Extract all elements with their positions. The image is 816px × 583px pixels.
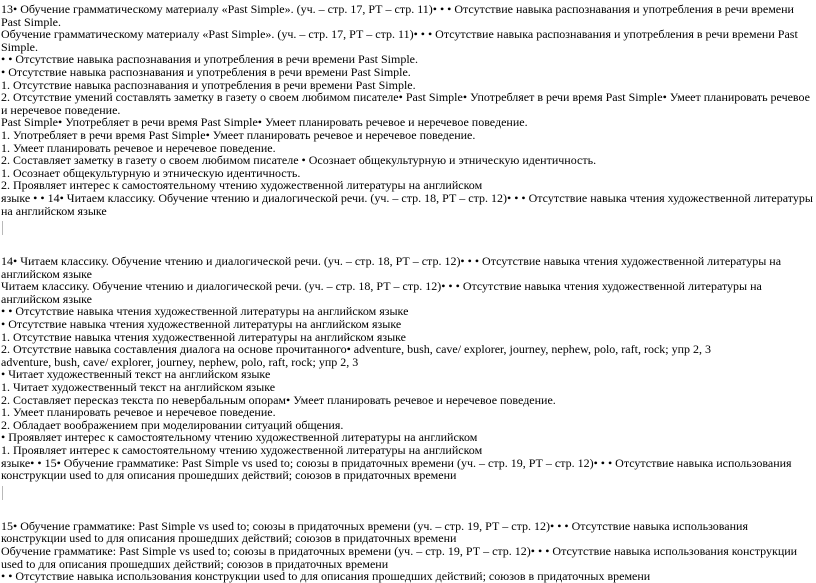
- list-item: 2. Проявляет интерес к самостоятельному чтению художественной литературы на английском: [1, 178, 483, 193]
- text-line: • Читает художественный текст на английском языке: [1, 367, 271, 382]
- text-line: • Отсутствие навыка распознавания и употребления в речи времени Past Simple.: [1, 64, 411, 79]
- text-line: Обучение грамматическому материалу «Past Simple». (уч. – стр. 17, РТ – стр. 11)• • • Отсутствие навыка распознавания и употребления в речи времени Past Simple.: [1, 27, 798, 54]
- text-line: • • Отсутствие навыка использования конструкции used to для описания прошедших действий; союзов в придаточных времени: [1, 569, 651, 583]
- text-line: 15• Обучение грамматике: Past Simple vs used to; союзы в придаточных времени (уч. – стр. 19, РТ – стр. 12)• • • Отсутствие навыка использования конструкции used to для описания прошедших действий; союзов в придаточных времени: [1, 518, 748, 546]
- list-item: 2. Составляет заметку в газету о своем любимом писателе • Осознает общекультурную и этническую идентичность.: [1, 153, 597, 168]
- list-item: 2. Обладает воображением при моделировании ситуаций общения.: [1, 417, 344, 432]
- paragraph-gap: [1, 217, 815, 255]
- text-line: языке• • 15• Обучение грамматике: Past Simple vs used to; союзы в придаточных времени (уч. – стр. 19, РТ – стр. 12)• • • Отсутствие навыка использования конструкции used to для описания прошедших действий; союзов в придаточных времени: [1, 455, 792, 483]
- list-item: 1. Употребляет в речи время Past Simple• Умеет планировать речевое и неречевое поведение.: [1, 127, 476, 142]
- text-line: 13• Обучение грамматическому материалу «Past Simple». (уч. – стр. 17, РТ – стр. 11)• • • Отсутствие навыка распознавания и употребления в речи времени Past Simple.: [1, 2, 794, 29]
- list-item: 2. Составляет пересказ текста по невербальным опорам• Умеет планировать речевое и неречевое поведение.: [1, 392, 556, 407]
- text-line: 14• Читаем классику. Обучение чтению и диалогической речи. (уч. – стр. 18, РТ – стр. 12)• • • Отсутствие навыка чтения художественной литературы на английском языке: [1, 254, 782, 281]
- list-item: 1. Отсутствие навыка чтения художественной литературы на английском языке: [1, 329, 407, 344]
- text-cursor: [2, 221, 3, 235]
- text-line: adventure, bush, cave/ explorer, journey, nephew, polo, raft, rock; упр 2, 3: [1, 354, 359, 369]
- list-item: 1. Умеет планировать речевое и неречевое поведение.: [1, 140, 276, 155]
- text-line: • • Отсутствие навыка чтения художественной литературы на английском языке: [1, 304, 409, 319]
- text-line: • Проявляет интерес к самостоятельному чтению художественной литературы на английском: [1, 430, 478, 445]
- list-item: 1. Читает художественный текст на английском языке: [1, 380, 276, 395]
- list-item: 2. Отсутствие навыка составления диалога на основе прочитанного• adventure, bush, cave/ explorer, journey, nephew, polo, raft, rock; упр 2, 3: [1, 342, 712, 357]
- list-item: 2. Отсутствие умений составлять заметку в газету о своем любимом писателе• Past Simple• Употребляет в речи время Past Simple• Умеет планировать речевое и неречевое поведение.: [1, 90, 810, 117]
- text-line: Обучение грамматике: Past Simple vs used to; союзы в придаточных времени (уч. – стр. 19, РТ – стр. 12)• • • Отсутствие навыка использования конструкции used to для описания прошедших действий; союзов в придаточных времени: [1, 543, 798, 571]
- text-line: Читаем классику. Обучение чтению и диалогической речи. (уч. – стр. 18, РТ – стр. 12)• • • Отсутствие навыка чтения художественной литературы на английском языке: [1, 279, 762, 306]
- text-cursor: [2, 486, 3, 500]
- text-line: • Отсутствие навыка чтения художественной литературы на английском языке: [1, 317, 402, 332]
- text-line: • • Отсутствие навыка распознавания и употребления в речи времени Past Simple.: [1, 52, 419, 67]
- list-item: 1. Осознает общекультурную и этническую идентичность.: [1, 165, 301, 180]
- list-item: 1. Умеет планировать речевое и неречевое поведение.: [1, 405, 276, 420]
- text-line: Past Simple• Употребляет в речи время Past Simple• Умеет планировать речевое и неречевое поведение.: [1, 115, 528, 130]
- text-line: языке • • 14• Читаем классику. Обучение чтению и диалогической речи. (уч. – стр. 18, РТ – стр. 12)• • • Отсутствие навыка чтения художественной литературы на английском языке: [1, 190, 813, 218]
- paragraph-gap: [1, 482, 815, 520]
- list-item: 1. Отсутствие навыка распознавания и употребления в речи времени Past Simple.: [1, 77, 416, 92]
- list-item: 1. Проявляет интерес к самостоятельному чтению художественной литературы на английском: [1, 443, 483, 457]
